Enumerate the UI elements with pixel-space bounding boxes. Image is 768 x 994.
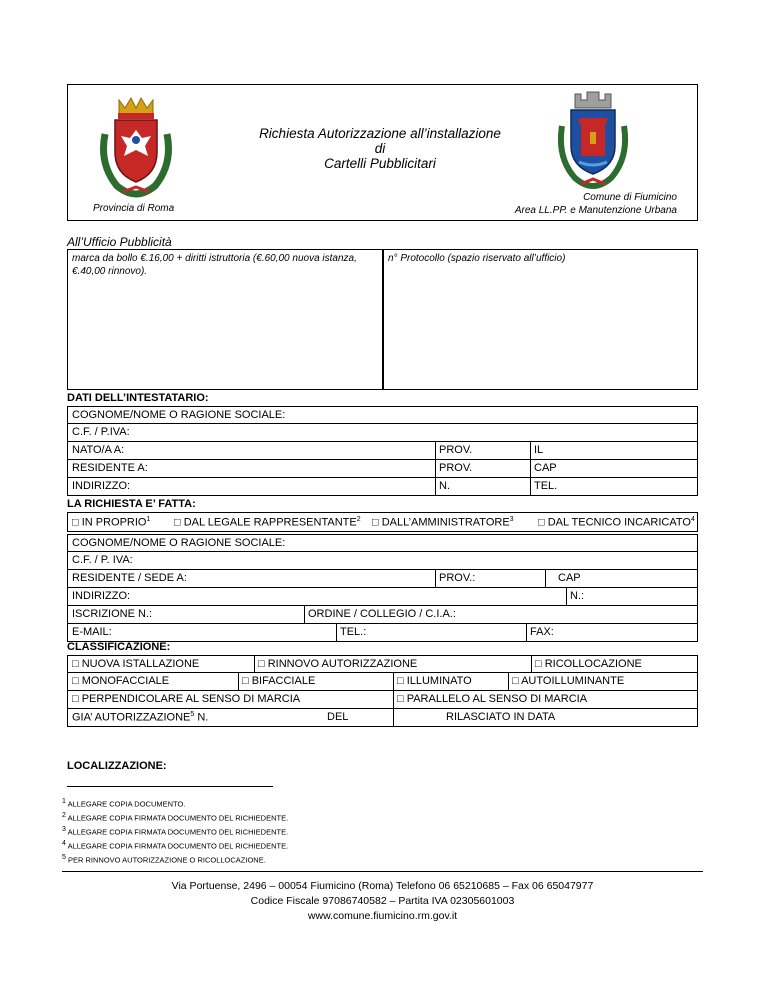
- footnote-ref: 1: [146, 516, 151, 523]
- marca-bollo-box[interactable]: [67, 249, 383, 390]
- marca-bollo-text: marca da bollo €.16,00 + diritti istruttoria (€.60,00 nuova istanza, €.40,00 rinnovo).: [72, 253, 357, 277]
- footnotes: [62, 796, 288, 866]
- tecnico-residente-row[interactable]: [67, 570, 698, 588]
- intestatario-cap-label: CAP: [534, 462, 557, 474]
- footer: [62, 879, 703, 924]
- tecnico-n-label: N.:: [570, 590, 585, 602]
- divider: [393, 691, 394, 708]
- divider: [508, 673, 509, 690]
- option-in-proprio-label: □ IN PROPRIO: [72, 516, 147, 529]
- divider: [530, 460, 531, 477]
- divider: [393, 673, 394, 690]
- divider: [545, 570, 546, 587]
- intestatario-n-label: N.: [439, 480, 450, 492]
- intestatario-prov2-label: PROV.: [439, 462, 473, 474]
- footer-address: Via Portuense, 2496 – 00054 Fiumicino (Roma) Telefono 06 65210685 – Fax 06 65047977: [171, 880, 594, 892]
- intestatario-nato-row[interactable]: [67, 442, 698, 460]
- tecnico-cf-label: C.F. / P. IVA:: [72, 554, 133, 566]
- option-legale-rappresentante[interactable]: [174, 516, 361, 529]
- comune-fiumicino-crest-icon: [555, 86, 631, 192]
- option-monofacciale[interactable]: □ MONOFACCIALE: [72, 675, 170, 687]
- divider: [566, 588, 567, 605]
- option-ricollocazione[interactable]: □ RICOLLOCAZIONE: [535, 658, 642, 670]
- document-title: [200, 126, 560, 171]
- divider: [435, 570, 436, 587]
- comune-name: Comune di Fiumicino: [583, 192, 677, 203]
- footer-website-link[interactable]: www.comune.fiumicino.rm.gov.it: [307, 910, 458, 922]
- divider: [435, 460, 436, 477]
- rilasciato-label: RILASCIATO IN DATA: [446, 711, 556, 723]
- divider: [435, 478, 436, 495]
- intestatario-indirizzo-label: INDIRIZZO:: [72, 480, 131, 492]
- divider: [530, 442, 531, 459]
- footnote-text: ALLEGARE COPIA FIRMATA DOCUMENTO DEL RICHIEDENTE.: [67, 841, 289, 851]
- divider: [526, 624, 527, 641]
- intestatario-nato-label: NATO/A A:: [72, 444, 125, 456]
- classificazione-tipo-row: [67, 655, 698, 673]
- gia-autorizzazione-label: [72, 711, 208, 724]
- protocollo-box: [383, 249, 698, 390]
- richiesta-heading: LA RICHIESTA E’ FATTA:: [67, 498, 196, 510]
- title-line-3: Cartelli Pubblicitari: [324, 156, 436, 171]
- option-legale-label: □ DAL LEGALE RAPPRESENTANTE: [174, 516, 357, 529]
- tecnico-nome-label: COGNOME/NOME O RAGIONE SOCIALE:: [72, 537, 286, 549]
- intestatario-residente-row[interactable]: [67, 460, 698, 478]
- gia-n-label: N.: [194, 711, 209, 724]
- footnote-ref: 3: [509, 516, 514, 523]
- footer-fiscal: Codice Fiscale 97086740582 – Partita IVA 02305601003: [250, 895, 515, 907]
- divider: [238, 673, 239, 690]
- intestatario-residente-label: RESIDENTE A:: [72, 462, 148, 474]
- footnote-ref: 5: [190, 711, 195, 718]
- footnote-ref: 2: [356, 516, 361, 523]
- option-autoilluminante[interactable]: □ AUTOILLUMINANTE: [512, 675, 625, 687]
- option-parallelo[interactable]: □ PARALLELO AL SENSO DI MARCIA: [397, 693, 588, 705]
- footnote-number: 4: [62, 840, 66, 847]
- tecnico-email-label: E-MAIL:: [72, 626, 112, 638]
- tecnico-residente-label: RESIDENTE / SEDE A:: [72, 572, 187, 584]
- classificazione-senso-row: [67, 691, 698, 709]
- provincia-roma-crest-icon: [97, 94, 175, 198]
- intestatario-nome-label: COGNOME/NOME O RAGIONE SOCIALE:: [72, 409, 286, 421]
- option-tecnico-label: □ DAL TECNICO INCARICATO: [538, 516, 691, 529]
- localizzazione-heading: LOCALIZZAZIONE:: [67, 760, 167, 772]
- comune-area: Area LL.PP. e Manutenzione Urbana: [514, 205, 677, 216]
- tecnico-iscrizione-label: ISCRIZIONE N.:: [72, 608, 153, 620]
- footnote-number: 1: [62, 798, 66, 805]
- gia-autorizzazione-row[interactable]: [67, 709, 698, 727]
- option-perpendicolare[interactable]: □ PERPENDICOLARE AL SENSO DI MARCIA: [72, 693, 301, 705]
- divider: [531, 656, 532, 672]
- classificazione-facce-row: [67, 673, 698, 691]
- tecnico-tel-label: TEL.:: [340, 626, 367, 638]
- footnote-ref: 4: [690, 516, 695, 523]
- footnote-number: 5: [62, 854, 66, 861]
- divider: [435, 442, 436, 459]
- option-in-proprio[interactable]: [72, 516, 150, 529]
- option-nuova-istallazione[interactable]: □ NUOVA ISTALLAZIONE: [72, 658, 200, 670]
- intestatario-cf-row[interactable]: [67, 424, 698, 442]
- divider: [530, 478, 531, 495]
- footnote: [62, 852, 288, 866]
- tecnico-nome-row[interactable]: [67, 534, 698, 552]
- footnote-separator: [67, 786, 273, 787]
- footnote-number: 2: [62, 812, 66, 819]
- intestatario-cf-label: C.F. / P.IVA:: [72, 426, 130, 438]
- intestatario-prov-label: PROV.: [439, 444, 473, 456]
- classificazione-heading: CLASSIFICAZIONE:: [67, 641, 171, 653]
- divider: [336, 624, 337, 641]
- tecnico-indirizzo-row[interactable]: [67, 588, 698, 606]
- divider: [393, 709, 394, 726]
- intestatario-heading: DATI DELL’INTESTATARIO:: [67, 392, 209, 404]
- footnote: [62, 796, 288, 810]
- protocollo-text: n° Protocollo (spazio riservato all’ufficio): [388, 253, 566, 264]
- tecnico-indirizzo-label: INDIRIZZO:: [72, 590, 131, 602]
- intestatario-indirizzo-row[interactable]: [67, 478, 698, 496]
- title-line-2: di: [374, 141, 386, 156]
- intestatario-il-label: IL: [534, 444, 544, 456]
- tecnico-cap-label: CAP: [558, 572, 581, 584]
- del-label: DEL: [327, 711, 349, 723]
- footnote: [62, 824, 288, 838]
- footnote-text: PER RINNOVO AUTORIZZAZIONE O RICOLLOCAZIONE.: [68, 855, 266, 865]
- footnote-text: ALLEGARE COPIA FIRMATA DOCUMENTO DEL RICHIEDENTE.: [67, 827, 289, 837]
- option-illuminato[interactable]: □ ILLUMINATO: [397, 675, 472, 687]
- provincia-caption: Provincia di Roma: [93, 203, 175, 214]
- footnote-text: ALLEGARE COPIA FIRMATA DOCUMENTO DEL RICHIEDENTE.: [67, 813, 289, 823]
- intestatario-tel-label: TEL.: [534, 480, 558, 492]
- option-bifacciale[interactable]: □ BIFACCIALE: [242, 675, 316, 687]
- tecnico-fax-label: FAX:: [530, 626, 554, 638]
- footer-separator: [62, 871, 703, 872]
- tecnico-cf-row[interactable]: [67, 552, 698, 570]
- title-line-1: Richiesta Autorizzazione all’installazione: [259, 126, 501, 141]
- intestatario-nome-row[interactable]: [67, 406, 698, 424]
- divider: [304, 606, 305, 623]
- option-amministratore[interactable]: [372, 516, 514, 529]
- tecnico-prov-label: PROV.:: [439, 572, 476, 584]
- divider: [254, 656, 255, 672]
- option-tecnico-incaricato[interactable]: [538, 516, 695, 529]
- tecnico-email-row[interactable]: [67, 624, 698, 642]
- tecnico-ordine-label: ORDINE / COLLEGIO / C.I.A.:: [308, 608, 456, 620]
- comune-caption: [480, 191, 677, 217]
- footnote-number: 3: [62, 826, 66, 833]
- tecnico-iscrizione-row[interactable]: [67, 606, 698, 624]
- footnote: [62, 838, 288, 852]
- option-amministratore-label: □ DALL’AMMINISTRATORE: [372, 516, 510, 529]
- ufficio-label: All’Ufficio Pubblicità: [67, 235, 172, 249]
- footnote: [62, 810, 288, 824]
- option-rinnovo-autorizzazione[interactable]: □ RINNOVO AUTORIZZAZIONE: [258, 658, 418, 670]
- gia-label-text: GIA’ AUTORIZZAZIONE: [72, 711, 191, 724]
- richiesta-options-row: [67, 512, 698, 532]
- footnote-text: ALLEGARE COPIA DOCUMENTO.: [67, 799, 186, 809]
